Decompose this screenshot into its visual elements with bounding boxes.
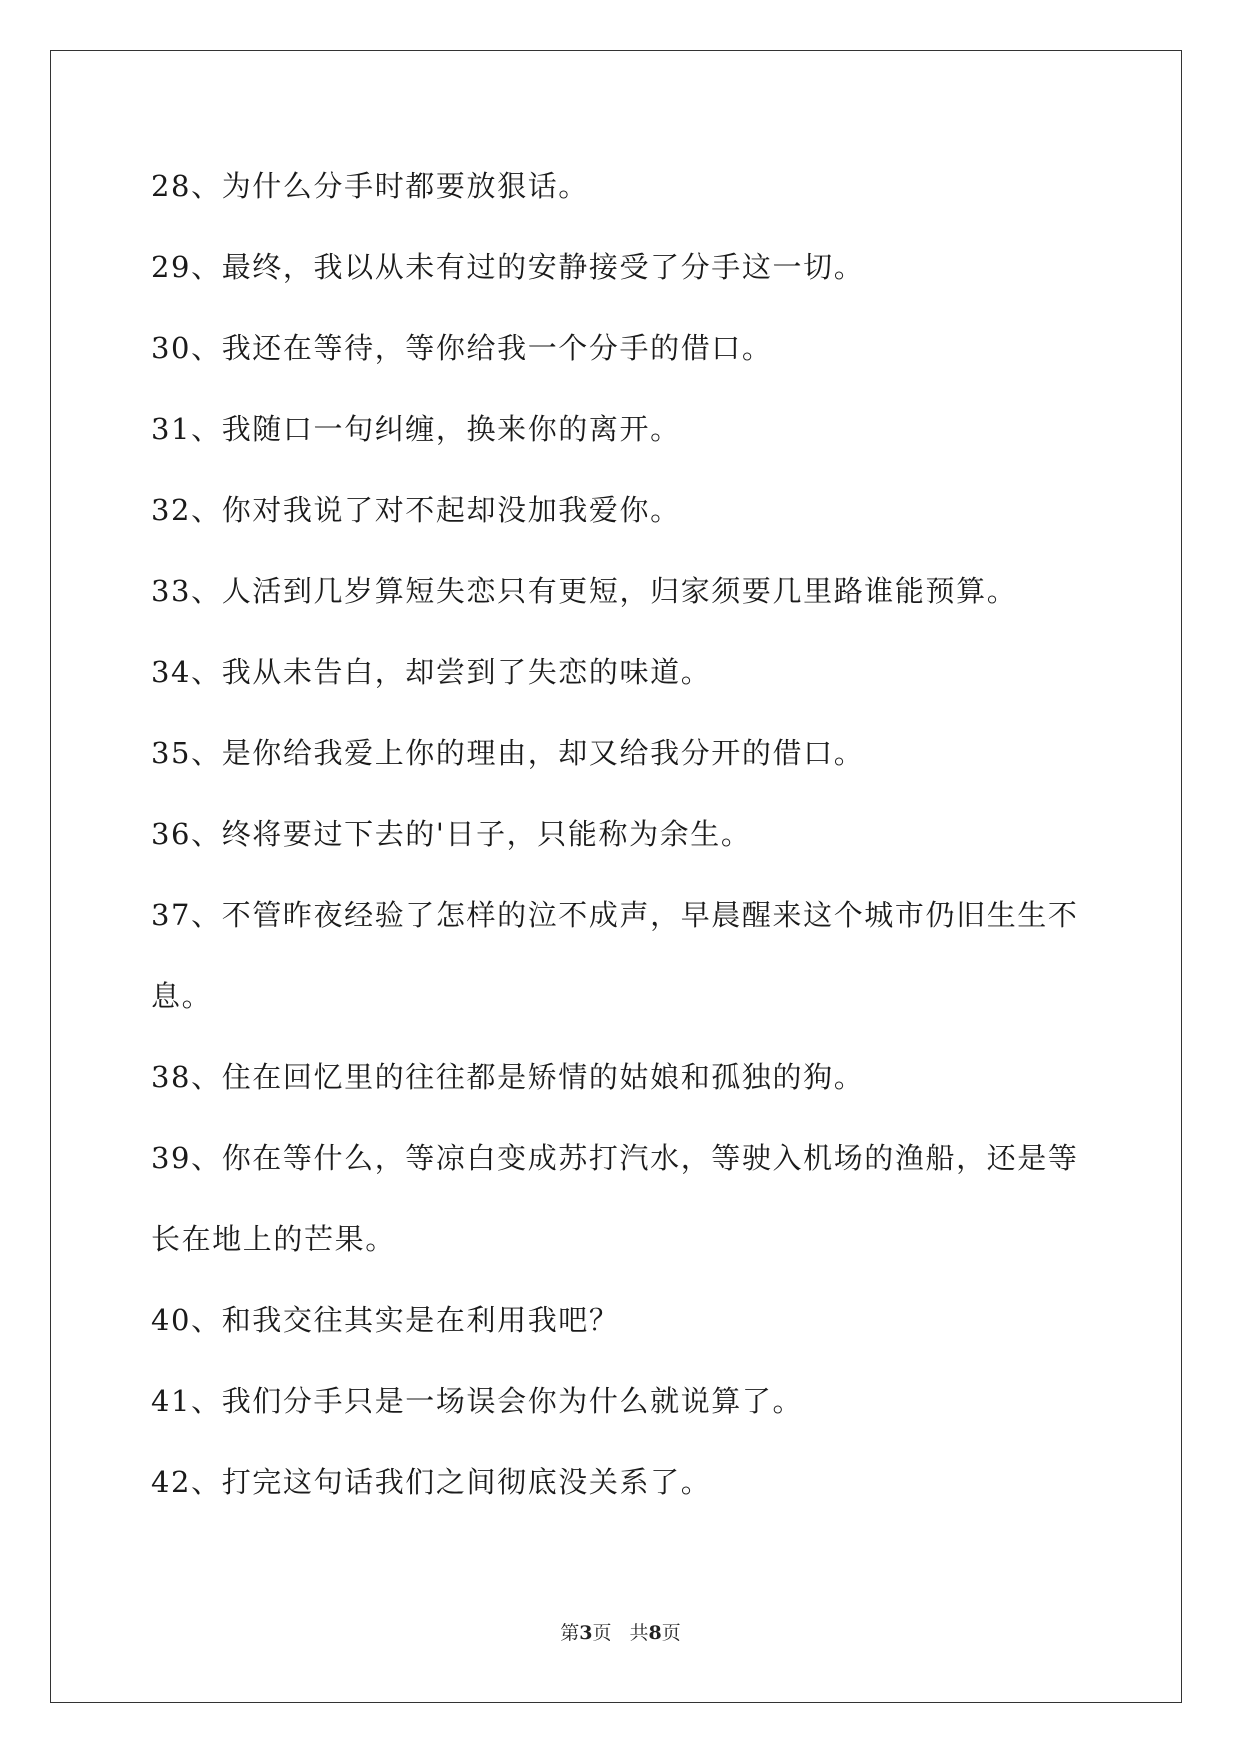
- text-line: 39、你在等什么，等凉白变成苏打汽水，等驶入机场的渔船，还是等: [151, 1141, 1079, 1175]
- total-prefix: 共: [629, 1622, 649, 1644]
- text-line: 42、打完这句话我们之间彻底没关系了。: [151, 1465, 712, 1499]
- page-suffix: 页: [592, 1622, 612, 1644]
- text-line: 长在地上的芒果。: [151, 1222, 396, 1256]
- text-line: 33、人活到几岁算短失恋只有更短，归家须要几里路谁能预算。: [151, 574, 1018, 608]
- text-line: 38、住在回忆里的往往都是矫情的姑娘和孤独的狗。: [151, 1060, 865, 1094]
- text-line: 30、我还在等待，等你给我一个分手的借口。: [151, 331, 773, 365]
- current-page-number: 3: [579, 1622, 593, 1644]
- text-line: 28、为什么分手时都要放狠话。: [151, 169, 589, 203]
- total-page-number: 8: [648, 1622, 662, 1644]
- document-body: [151, 166, 1091, 1543]
- text-line: 32、你对我说了对不起却没加我爱你。: [151, 493, 681, 527]
- text-line: 35、是你给我爱上你的理由，却又给我分开的借口。: [151, 736, 865, 770]
- text-line: 34、我从未告白，却尝到了失恋的味道。: [151, 655, 712, 689]
- page-prefix: 第: [560, 1622, 580, 1644]
- text-line: 41、我们分手只是一场误会你为什么就说算了。: [151, 1384, 804, 1418]
- text-line: 36、终将要过下去的'日子，只能称为余生。: [151, 817, 752, 851]
- text-line: 息。: [151, 979, 213, 1013]
- text-line: 40、和我交往其实是在利用我吧？: [151, 1303, 620, 1337]
- page-footer: [0, 1620, 1241, 1646]
- text-line: 29、最终，我以从未有过的安静接受了分手这一切。: [151, 250, 865, 284]
- text-line: 37、不管昨夜经验了怎样的泣不成声，早晨醒来这个城市仍旧生生不: [151, 898, 1079, 932]
- text-line: 31、我随口一句纠缠，换来你的离开。: [151, 412, 681, 446]
- total-suffix: 页: [661, 1622, 681, 1644]
